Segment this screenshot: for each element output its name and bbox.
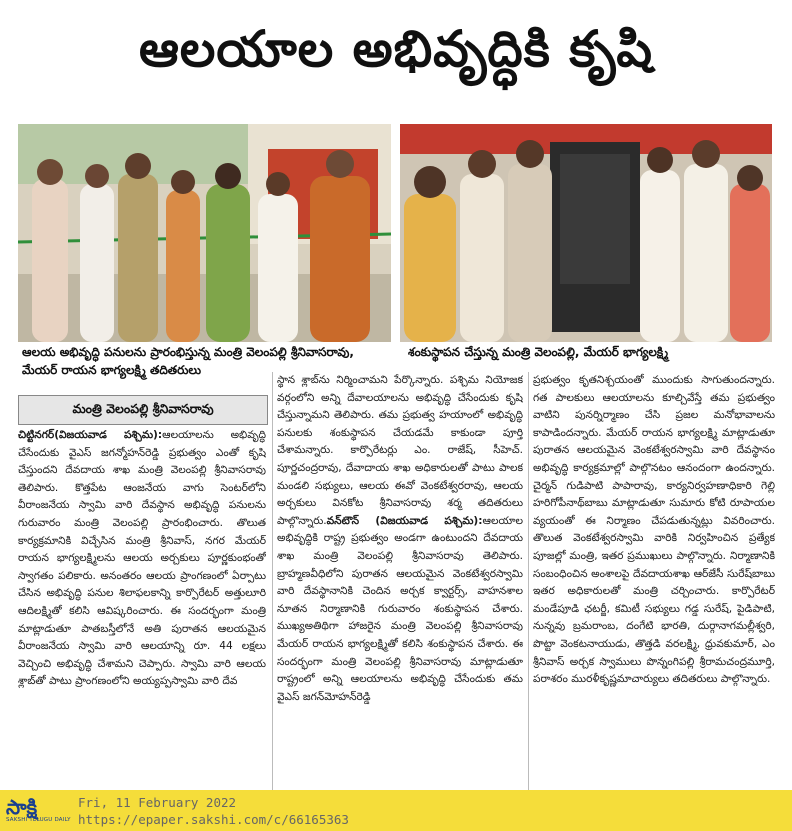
article-column-3 [533, 372, 775, 787]
footer-bar [0, 790, 792, 831]
headline: ఆలయాల అభివృద్ధికి కృషి [139, 19, 653, 78]
edition-date: Fri, 11 February 2022 [78, 794, 237, 810]
caption-right: శంకుస్థాపన చేస్తున్న మంత్రి వెలంపల్లి, మేయర్ భాగ్యలక్ష్మి [408, 345, 669, 359]
photo-foundation-stone [400, 124, 772, 342]
column-3-body: ప్రభుత్వం కృతనిశ్చయంతో ముందుకు సాగుతుందన్నారు. గత పాలకులు ఆలయాలను కూల్చివేస్తే తమ ప్రభుత్వం వాటిని పునర్నిర్మాణం చేసి ప్రజల మనోభావాలను కాపాడిందన్నారు. మేయర్ రాయన భాగ్యలక్ష్మి మాట్లాడుతూ పురాతన ఆలయమైన వెంకటేశ్వరస్వామి వారి దేవస్థానం అభివృద్ధి కార్యక్రమాల్లో పాల్గొనటం ఆనందంగా ఉందన్నారు. చైర్మన్ గుడిపాటి పాపారావు, కార్యనిర్వహణాధికారి గెల్లి హరిగోపీనాథ్‌బాబు మాట్లాడుతూ సుమారు కోటి రూపాయల వ్యయంతో ఈ నిర్మాణం చేపడుతున్నట్లు వివరించారు. తొలుత వెంకటేశ్వరస్వామి వారికి నిర్వహించిన ప్రత్యేక పూజల్లో మంత్రి, ఇతర ప్రముఖులు పాల్గొన్నారు. నిర్మాణానికి సంబంధించిన అంశాలపై దేవదాయశాఖ ఆర్‌జేసీ సురేష్‌బాబు ఇతర అధికారులతో మంత్రి చర్చించారు. కార్పొరేటర్ మండేపూడి ఛటర్జీ, కమిటీ సభ్యులు గడ్డ సురేష్, పైడిపాటి, నున్నవు బ్రమరాంబ, దంగేటి భారతి, దుర్గానాగమల్లీశ్వరి, పొట్టా వెంకటనాయుడు, తొత్తడి వరలక్ష్మి, ధ్రువకుమార్, ఎం శ్రీనివాస్ అర్చక స్వాములు పొన్నంగిపల్లి శ్రీరామచంద్రమూర్తి, పరాశరం మురళీకృష్ణమాచార్యులు తదితరులు పాల్గొన్నారు. [533, 374, 775, 686]
column-2-body: స్థాన శ్లాబ్‌ను నిర్మించామని పేర్కొన్నారు. పశ్చిమ నియోజక వర్గంలోని అన్ని దేవాలయాలను అభివృద్ధి చేసేందుకు కృషి చేస్తున్నామని తెలిపారు. తమ ప్రభుత్వ హయాంలో అభివృద్ధి పనులకు శంకుస్థాపన చేయడమే కాకుండా పూర్తి చేశామన్నారు. కార్పొరేటర్లు ఎం. రాజేష్, సీహెచ్. పూర్ణచంద్రరావు, దేవాదాయ శాఖ అధికారులతో పాటు పాలక మండలి సభ్యులు, ఆలయ ఈవో వెంకటేశ్వరరావు, ఆలయ అర్చకులు వినకోట శ్రీనివాసరావు శర్మ తదితరులు పాల్గొన్నారు. [277, 374, 523, 527]
column-rule [528, 372, 529, 792]
logo-subtitle: SAKSHI TELUGU DAILY [6, 817, 71, 823]
dateline: చిట్టినగర్(విజయవాడ పశ్చిమ): [18, 429, 163, 441]
column-1-body: ఆలయాలను అభివృద్ధి చేసేందుకు వైఎస్ జగన్మోహన్‌రెడ్డి ప్రభుత్వం ఎంతో కృషి చేస్తుందని దేవదాయ శాఖ మంత్రి వెలంపల్లి శ్రీనివాసరావు తెలిపారు. కొత్తపేట ఆంజనేయ వాగు సెంటర్‌లోని వీరాంజనేయ స్వామి వారి దేవస్థాన అభివృద్ధి పనులను గురువారం మంత్రి వెలంపల్లి ప్రారంభించారు. తొలుత కార్యక్రమానికి విచ్చేసిన మంత్రి శ్రీనివాస్, నగర మేయర్ రాయన భాగ్యలక్ష్మిలను ఆలయ అర్చకులు పూర్ణకుంభంతో స్వాగతం పలికారు. అనంతరం ఆలయ ప్రాంగణంలో ఏర్పాటు చేసిన అభివృద్ధి పనుల శిలాఫలకాన్ని కార్పొరేటర్ అత్తులూరి ఆదిలక్ష్మితో కలిసి ఆవిష్కరించారు. ఈ సందర్భంగా మంత్రి మాట్లాడుతూ పాతబస్తీలోనే అతి పురాతన ఆలయమైన వీరాంజనేయ స్వామి వారి ఆలయాన్ని రూ. 44 లక్షలు వెచ్చించి అభివృద్ధి చేశామని చెప్పారు. స్వామి వారి ఆలయ శ్లాబ్‌తో పాటు ప్రాంగణంలోని అయ్యప్పస్వామి వారి దేవ [18, 429, 266, 688]
epaper-url[interactable]: https://epaper.sakshi.com/c/66165363 [78, 811, 349, 827]
byline-text: మంత్రి వెలంపల్లి శ్రీనివాసరావు [72, 400, 214, 416]
column-2-body-continued: ఆలయాల అభివృద్ధికి రాష్ట్ర ప్రభుత్వం అండగా ఉంటుందని దేవదాయ శాఖ మంత్రి వెలంపల్లి శ్రీనివాసరావు తెలిపారు. బ్రాహ్మణవీధిలోని పురాతన ఆలయమైన వెంకటేశ్వరస్వామి వారి దేవస్థానానికి చెందిన అర్చక క్వార్టర్స్, వాహనశాల నూతన నిర్మాణానికి గురువారం శంకుస్థాపన చేశారు. ముఖ్యఅతిథిగా హాజరైన మంత్రి వెలంపల్లి శ్రీనివాసరావు మేయర్ రాయన భాగ్యలక్ష్మితో కలిసి శంకుస్థాపన చేశారు. ఈ సందర్భంగా మంత్రి వెలంపల్లి శ్రీనివాసరావు మాట్లాడుతూ రాష్ట్రంలో అన్ని ఆలయాలను అభివృద్ధి చేసేందుకు తమ వైఎస్ జగన్‌మోహన్‌రెడ్డి [277, 514, 523, 703]
caption-left-line1: ఆలయ అభివృద్ధి పనులను ప్రారంభిస్తున్న మంత్రి వెలంపల్లి శ్రీనివాసరావు, [22, 345, 354, 359]
sakshi-logo[interactable] [6, 794, 71, 828]
article-column-1 [18, 427, 266, 787]
dateline: వన్‌టౌన్ (విజయవాడ పశ్చిమ): [326, 514, 483, 527]
photo-temple-inauguration [18, 124, 391, 342]
article-column-2 [277, 372, 523, 787]
byline-box [18, 395, 268, 425]
logo-text: సాక్షి [6, 795, 38, 819]
caption-left-line2: మేయర్ రాయన భాగ్యలక్ష్మి తదితరులు [22, 363, 202, 377]
footer-meta [78, 794, 349, 828]
column-rule [272, 372, 273, 792]
